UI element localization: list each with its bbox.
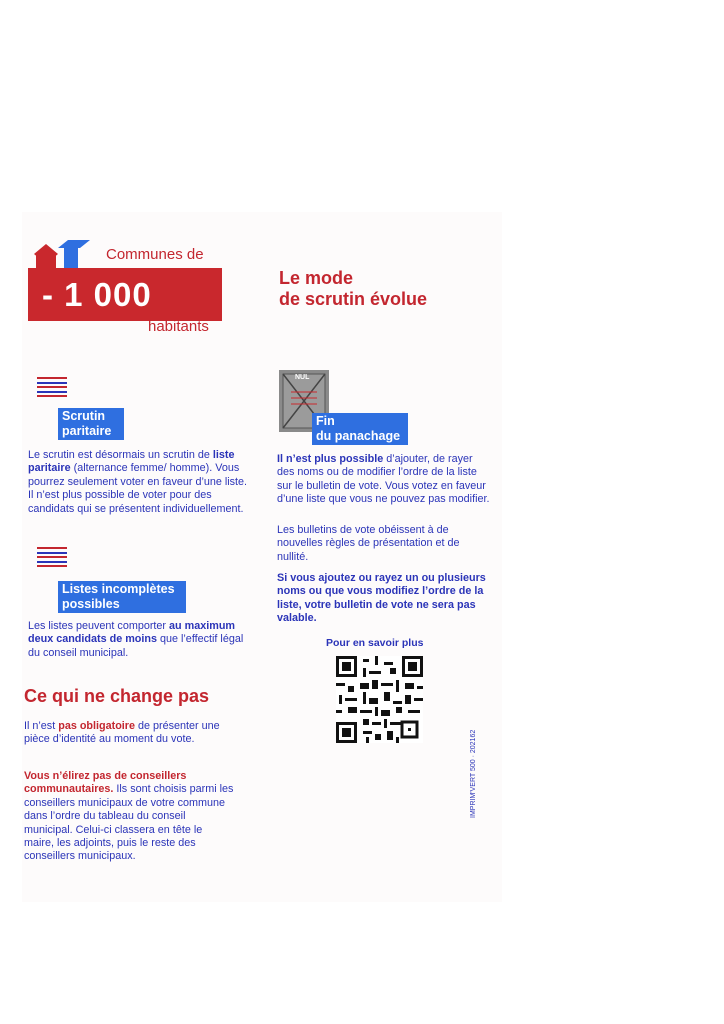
scrutin-paritaire-tag: Scrutin paritaire: [58, 408, 124, 440]
fin-panachage-tag: Fin du panachage: [312, 413, 408, 445]
ballot-icon: NUL: [279, 370, 329, 432]
qr-code-icon[interactable]: [336, 656, 423, 743]
qr-title: Pour en savoir plus: [326, 637, 424, 649]
badge-number: - 1 000: [28, 268, 222, 321]
cubes-icon: [34, 240, 90, 268]
no-change-title: Ce qui ne change pas: [24, 686, 210, 706]
no-change-text-1: Il n’est pas obligatoire de présenter une pièce d’identité au moment du vote.: [24, 720, 220, 746]
listes-incompletes-tag: Listes incomplètes possibles: [58, 581, 186, 613]
badge-top-label: Communes de: [106, 246, 204, 263]
panachage-text-2: Les bulletins de vote obéissent à de nouvelles règles de présentation et de nullité.: [277, 524, 460, 563]
no-change-text-2: Vous n’élirez pas de conseillers communautaires. Ils sont choisis parmi les conseillers municipaux de votre commune dans l’ordre du tableau du conseil municipal. Celui-ci classera en tête le maire, les adjoints, puis le reste des conseillers municipaux.: [24, 770, 234, 863]
listes-incompletes-text: Les listes peuvent comporter au maximum deux candidats de moins que l’effectif légal du conseil municipal.: [28, 620, 244, 659]
panachage-text-1: Il n’est plus possible d’ajouter, de rayer des noms ou de modifier l’ordre de la liste sur le bulletin de vote. Vous votez en faveur d’une liste que vous ne pouvez pas modifier.: [277, 453, 490, 506]
page-title: Le mode de scrutin évolue: [279, 268, 428, 309]
panachage-text-3: Si vous ajoutez ou rayez un ou plusieurs noms ou que vous modifiez l’ordre de la liste, votre bulletin de vote ne sera pas valable.: [277, 572, 486, 625]
badge-bottom-label: habitants: [148, 318, 209, 335]
list-flag-icon: [37, 377, 67, 401]
list-flag-icon: [37, 547, 67, 571]
scrutin-paritaire-text: Le scrutin est désormais un scrutin de liste paritaire (alternance femme/ homme). Vous pourrez seulement voter en faveur d’une liste. Il n’est plus possible de voter pour des candidats qui se présentent individuellement.: [28, 449, 248, 515]
imprim-vert-note: IMPRIM'VERT 500 · 202162: [470, 729, 477, 818]
